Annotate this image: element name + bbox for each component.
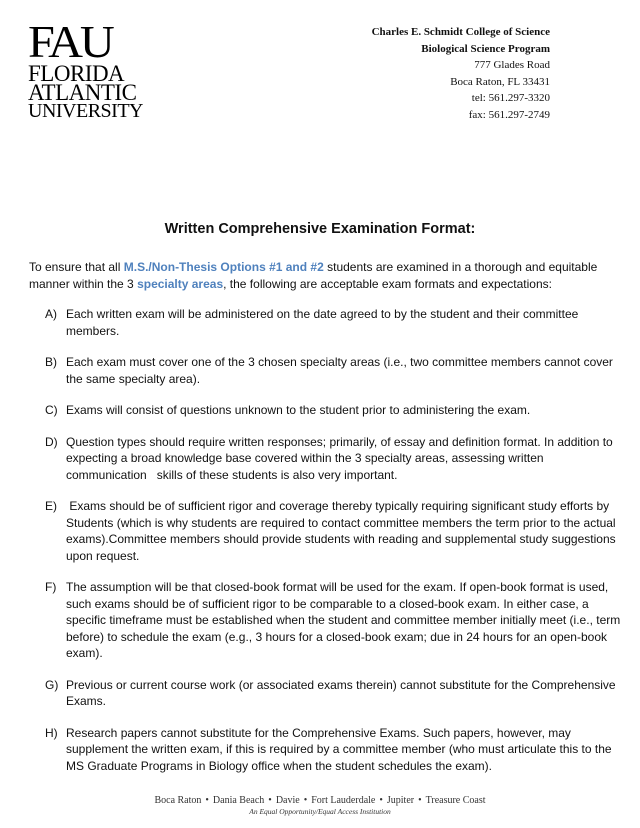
intro-paragraph: [29, 259, 619, 292]
logo-mark: FAU: [28, 16, 112, 67]
item-letter: H): [45, 725, 58, 740]
program-name: Biological Science Program: [421, 42, 550, 55]
item-text: Question types should require written responses; primarily, of essay and definition format. In addition to expecting a broad knowledge base covered within the 3 specialty areas, assessing written communication skills of these students is also very important.: [66, 434, 617, 482]
bullet-separator: •: [205, 795, 209, 806]
intro-text-3: , the following are acceptable exam formats and expectations:: [223, 276, 552, 291]
item-letter: E): [45, 499, 57, 513]
item-letter: C): [45, 403, 58, 417]
list-item: [45, 677, 623, 710]
street-address: 777 Glades Road: [474, 59, 550, 71]
item-text: The assumption will be that closed-book format will be used for the exam. If open-book format is used, such exams should be of sufficient rigor to be comparable to a closed-book exam. In either case, a specific timeframe must be established when the student and committee member initially meet (i.e., term before) to schedule the exam (e.g., 3 hours for a closed-book exam; due in 24 hours for an open-book exam).: [66, 580, 621, 660]
city-address: Boca Raton, FL 33431: [450, 75, 550, 88]
item-letter: F): [45, 580, 57, 594]
logo-line-atlantic: ATLANTIC: [28, 80, 137, 105]
fax-number: fax: 561.297-2749: [468, 108, 550, 121]
item-text: Exams will consist of questions unknown to the student prior to administering the exam.: [66, 403, 531, 417]
campus-treasure-coast: Treasure Coast: [425, 795, 486, 806]
item-letter: D): [45, 434, 58, 449]
bullet-separator: •: [268, 795, 272, 806]
item-text: Each exam must cover one of the 3 chosen specialty areas (i.e., two committee members cannot cover the same specialty area).: [66, 355, 613, 386]
item-letter: A): [45, 307, 57, 321]
list-item: [45, 498, 623, 564]
phone-number: tel: 561.297-3320: [471, 92, 550, 104]
college-name: Charles E. Schmidt College of Science: [371, 26, 550, 38]
list-item: [45, 579, 623, 662]
item-letter: G): [45, 677, 59, 692]
campus-boca-raton: Boca Raton: [154, 795, 202, 806]
logo-line-university: UNIVERSITY: [28, 100, 143, 122]
item-text: Exams should be of sufficient rigor and coverage thereby typically requiring significant study efforts by Students (which is why students are required to contact committee members the term prior to the actual exams).Committee members should provide students with reading and supplemental study suggestions upon request.: [66, 499, 619, 563]
item-letter: B): [45, 355, 57, 369]
item-text: Previous or current course work (or associated exams therein) cannot substitute for the Comprehensive Exams.: [66, 677, 616, 708]
list-item: [45, 434, 623, 484]
item-text: Research papers cannot substitute for the Comprehensive Exams. Such papers, however, may supplement the written exam, if this is required by a committee member (who must articulate this to the MS Graduate Programs in Biology office when the student schedules the exam).: [66, 725, 612, 773]
bullet-separator: •: [379, 795, 383, 806]
intro-text-1: To ensure that all: [29, 260, 124, 274]
list-item: [45, 306, 623, 339]
campus-fort-lauderdale: Fort Lauderdale: [311, 795, 376, 806]
intro-highlight-options: M.S./Non-Thesis Options #1 and #2: [123, 260, 324, 274]
equal-opportunity-note: An Equal Opportunity/Equal Access Institution: [249, 807, 391, 816]
logo-line-florida: FLORIDA: [28, 61, 125, 86]
list-item: [45, 354, 623, 387]
list-item: [45, 402, 623, 419]
letterhead-address: [372, 24, 550, 123]
campus-jupiter: Jupiter: [386, 795, 415, 806]
item-text: Each written exam will be administered on the date agreed to by the student and their committee members.: [66, 307, 579, 338]
page-title: Written Comprehensive Examination Format:: [164, 221, 476, 237]
bullet-separator: •: [303, 795, 308, 806]
campus-list: [0, 794, 640, 807]
campus-davie: Davie: [275, 795, 300, 806]
intro-highlight-specialty: specialty areas: [137, 276, 224, 291]
expectations-list: [45, 306, 623, 789]
campus-dania-beach: Dania Beach: [212, 795, 265, 806]
bullet-separator: •: [418, 795, 422, 806]
fau-logo: [28, 16, 144, 122]
page-footer: [0, 794, 640, 817]
list-item: [45, 725, 623, 775]
intro-text-2: students are examined in a thorough and equitable manner within the 3: [29, 260, 598, 291]
